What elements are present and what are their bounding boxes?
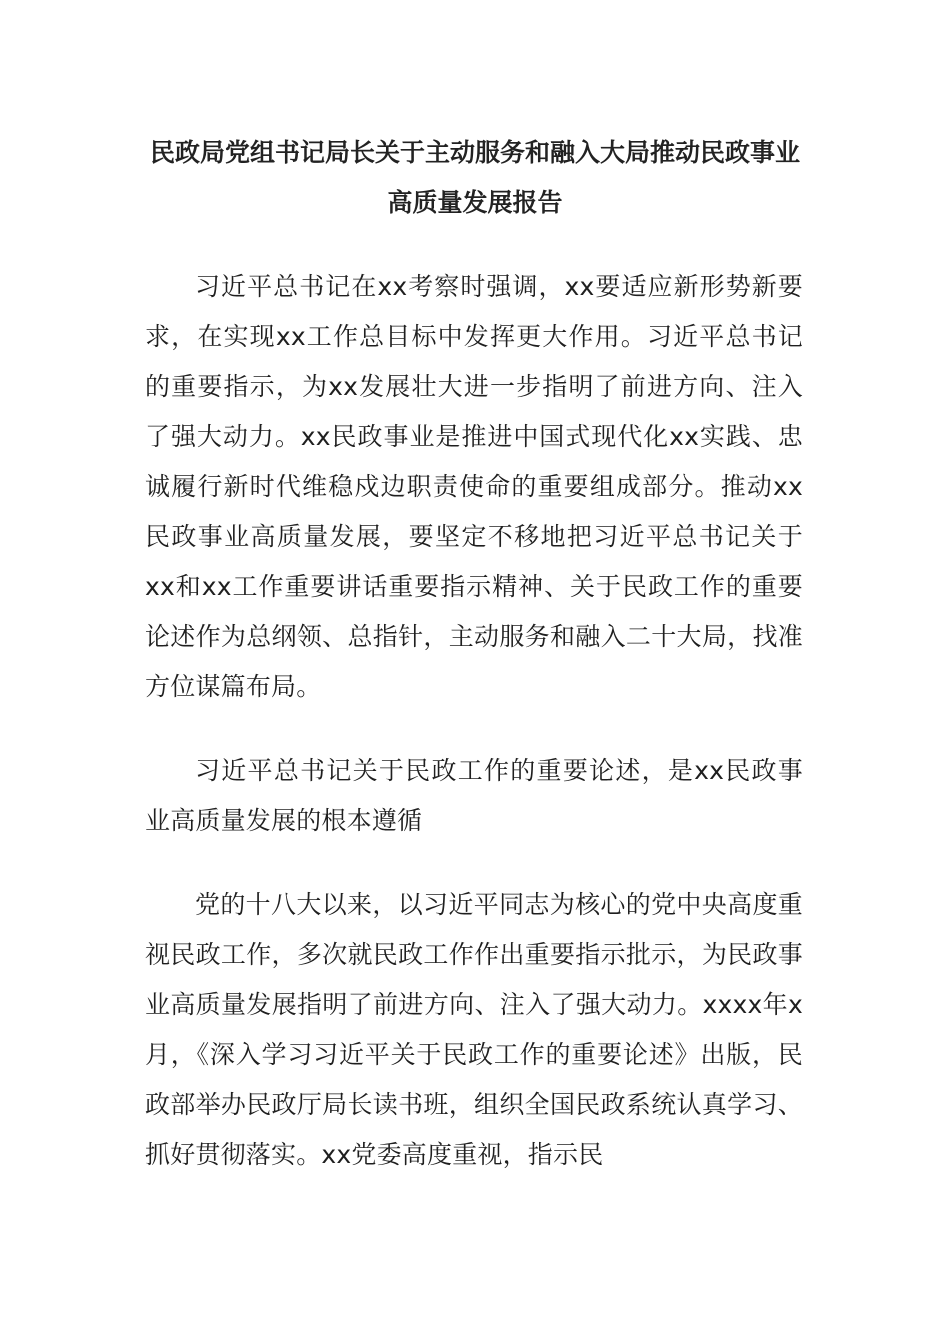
paragraph-intro: 习近平总书记在xx考察时强调，xx要适应新形势新要求，在实现xx工作总目标中发挥更大作用。习近平总书记的重要指示，为xx发展壮大进一步指明了前进方向、注入了强大动力。xx民政事业是推进中国式现代化xx实践、忠诚履行新时代维稳戍边职责使命的重要组成部分。推动xx民政事业高质量发展，要坚定不移地把习近平总书记关于xx和xx工作重要讲话重要指示精神、关于民政工作的重要论述作为总纲领、总指针，主动服务和融入二十大局，找准方位谋篇布局。 (145, 272, 803, 701)
paragraph-body: 党的十八大以来，以习近平同志为核心的党中央高度重视民政工作，多次就民政工作作出重要指示批示，为民政事业高质量发展指明了前进方向、注入了强大动力。xxxx年x月，《深入学习习近平关于民政工作的重要论述》出版，民政部举办民政厅局长读书班，组织全国民政系统认真学习、抓好贯彻落实。xx党委高度重视，指示民 (145, 890, 803, 1169)
paragraph-section-heading: 习近平总书记关于民政工作的重要论述，是xx民政事业高质量发展的根本遵循 (145, 756, 803, 835)
document-title: 民政局党组书记局长关于主动服务和融入大局推动民政事业高质量发展报告 (149, 138, 800, 217)
